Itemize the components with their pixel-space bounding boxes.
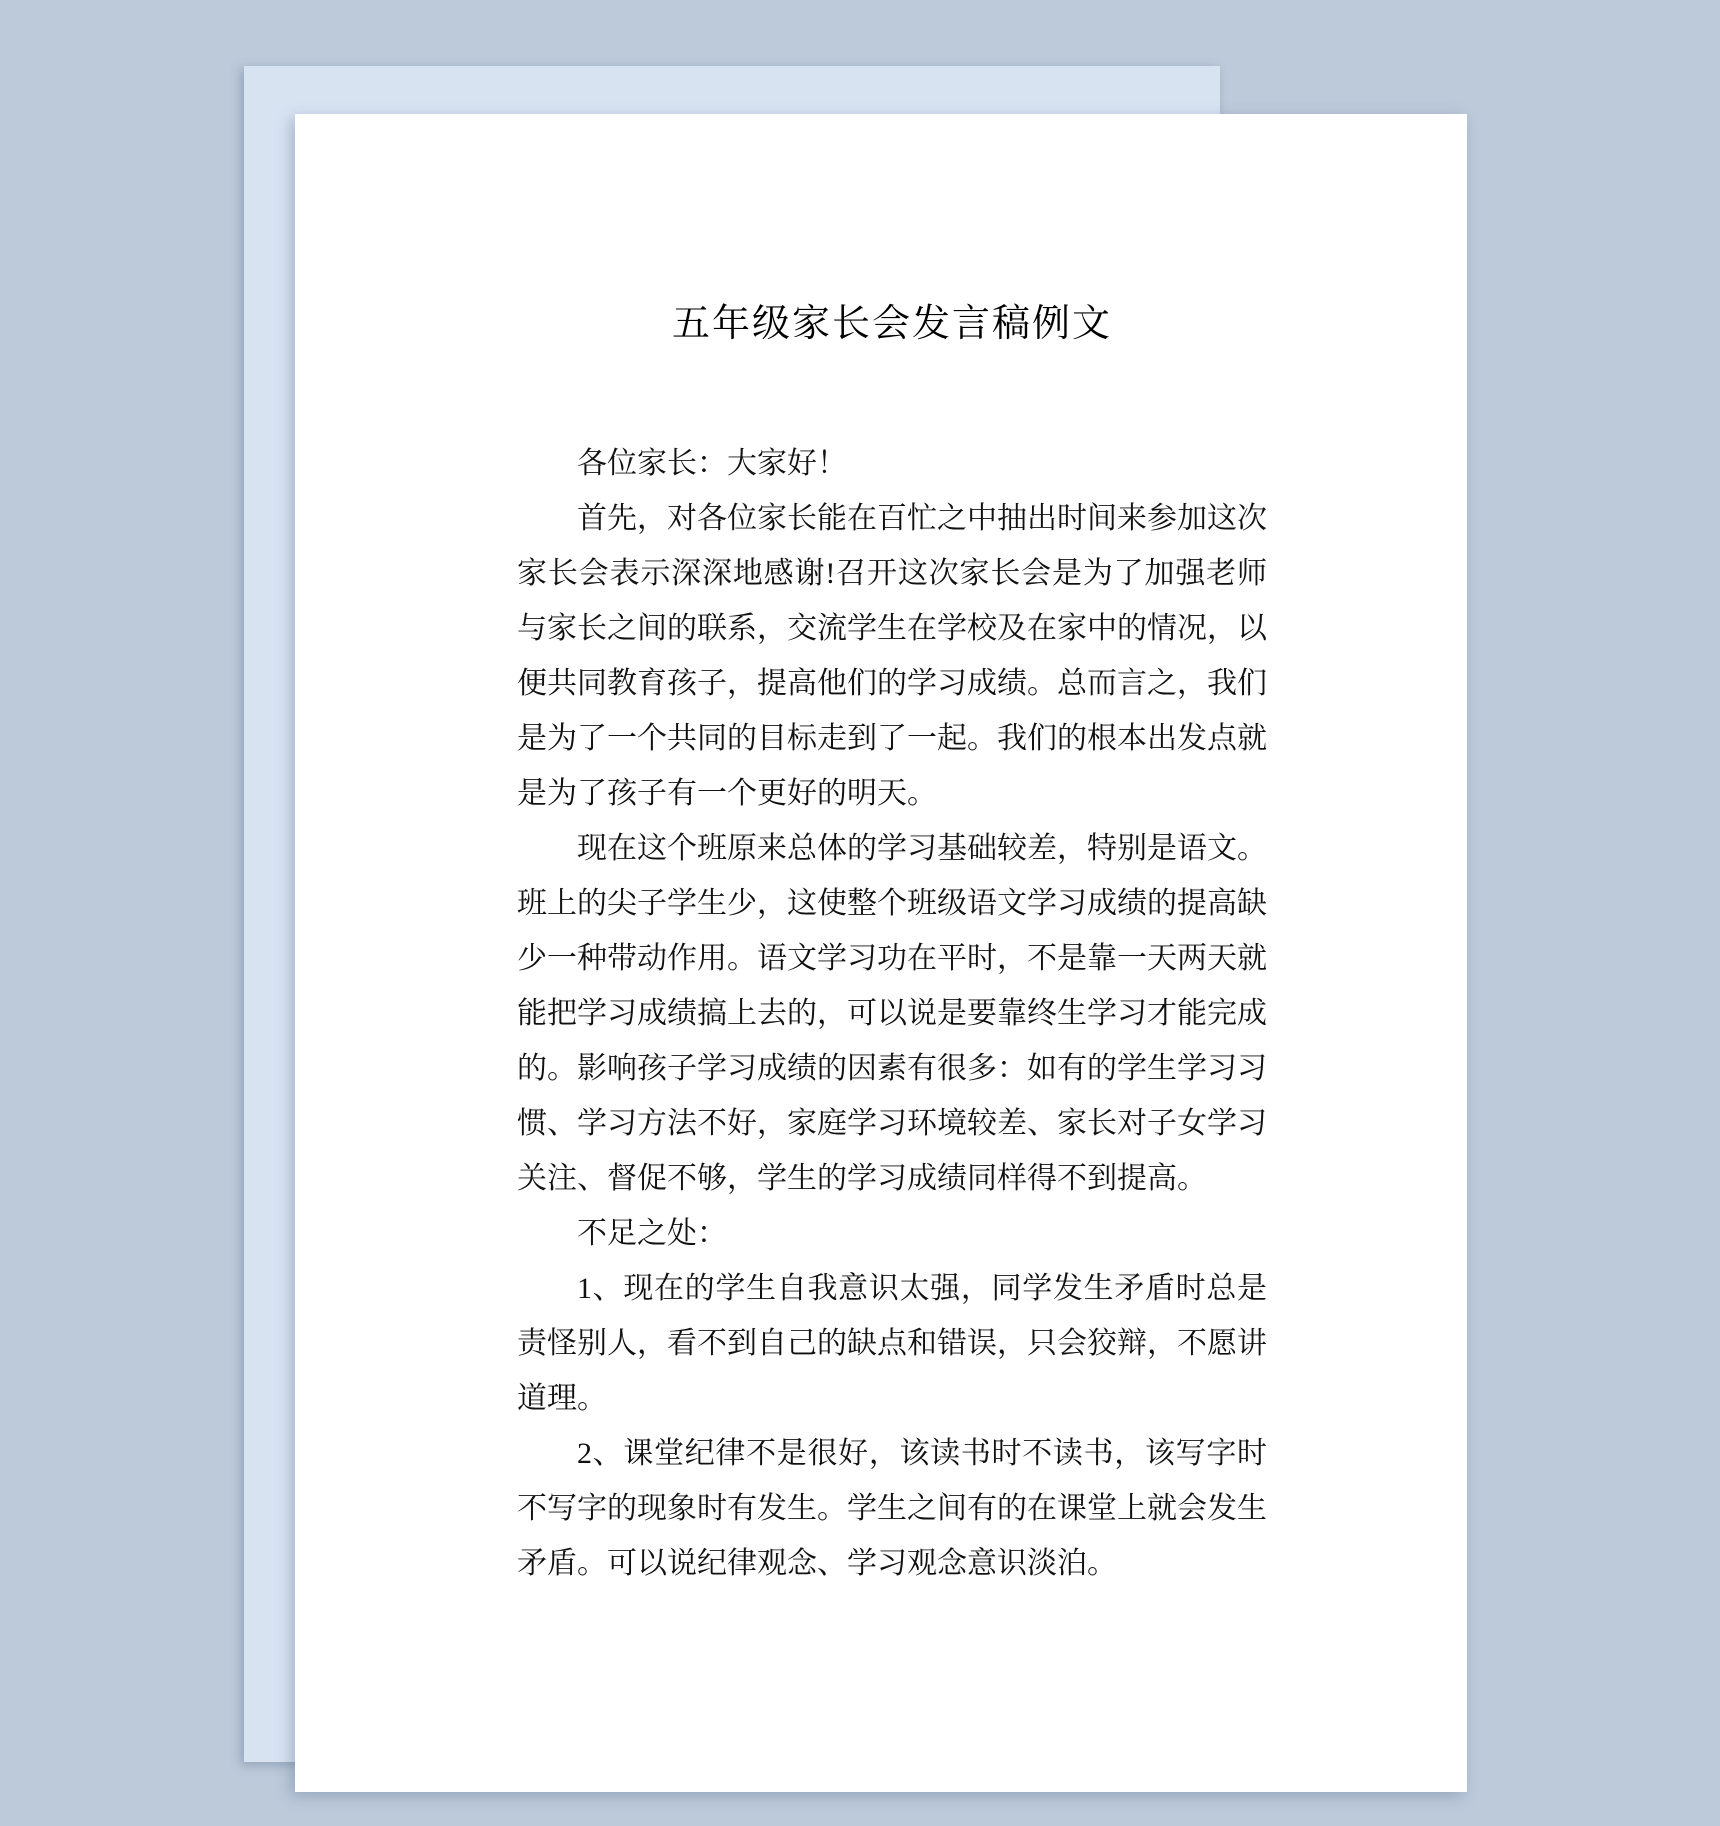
document-paragraph: 各位家长：大家好！ <box>577 447 847 480</box>
document-paragraph: 不足之处： <box>577 1217 727 1250</box>
document-paragraph: 首先，对各位家长能在百忙之中抽出时间来参加这次家长会表示深深地感谢!召开这次家长会是为了加强老师与家长之间的联系，交流学生在学校及在家中的情况，以便共同教育孩子，提高他们的学习成绩。总而言之，我们是为了一个共同的目标走到了一起。我们的根本出发点就是为了孩子有一个更好的明天。 <box>517 502 1267 810</box>
document-paragraph: 1、现在的学生自我意识太强，同学发生矛盾时总是责怪别人，看不到自己的缺点和错误，只会狡辩，不愿讲道理。 <box>517 1272 1267 1415</box>
document-body <box>517 436 1267 1591</box>
document-page <box>295 114 1467 1792</box>
document-paragraph: 2、课堂纪律不是很好，该读书时不读书，该写字时不写字的现象时有发生。学生之间有的在课堂上就会发生矛盾。可以说纪律观念、学习观念意识淡泊。 <box>517 1437 1267 1580</box>
document-paragraph: 现在这个班原来总体的学习基础较差，特别是语文。班上的尖子学生少，这使整个班级语文学习成绩的提高缺少一种带动作用。语文学习功在平时，不是靠一天两天就能把学习成绩搞上去的，可以说是要靠终生学习才能完成的。影响孩子学习成绩的因素有很多：如有的学生学习习惯、学习方法不好，家庭学习环境较差、家长对子女学习关注、督促不够，学生的学习成绩同样得不到提高。 <box>517 832 1267 1195</box>
document-title: 五年级家长会发言稿例文 <box>671 303 1112 345</box>
